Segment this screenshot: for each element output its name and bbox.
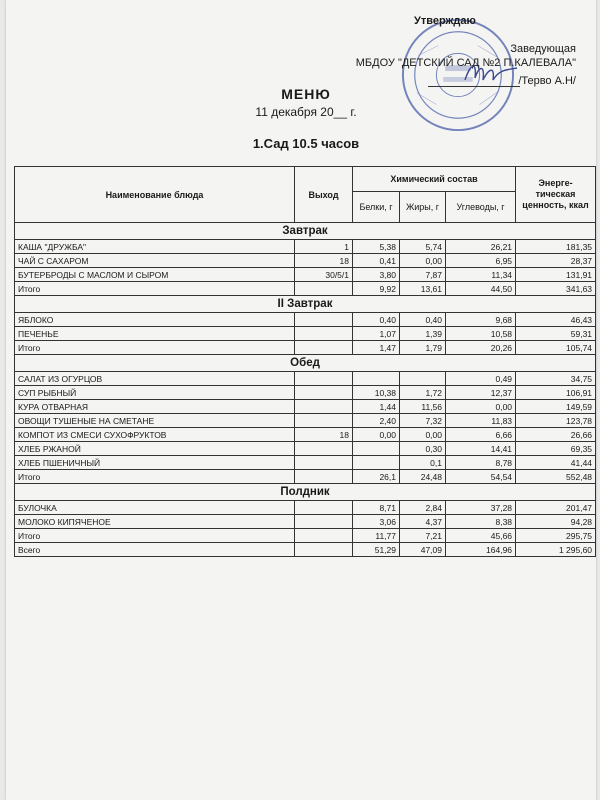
handwritten-signature [461, 58, 521, 88]
carbs-value: 8,78 [446, 456, 516, 470]
header-carbs: Углеводы, г [446, 192, 516, 223]
dish-name: Итого [15, 341, 295, 355]
protein-value: 2,40 [353, 414, 400, 428]
dish-row [15, 254, 596, 268]
energy-value: 123,78 [516, 414, 596, 428]
meal-section-title: II Завтрак [15, 296, 596, 313]
dish-name: КУРА ОТВАРНАЯ [15, 400, 295, 414]
protein-value [353, 372, 400, 386]
dish-row [15, 515, 596, 529]
protein-value: 1,47 [353, 341, 400, 355]
dish-name: Всего [15, 543, 295, 557]
dish-name: БУЛОЧКА [15, 501, 295, 515]
total-row [15, 543, 596, 557]
carbs-value: 11,34 [446, 268, 516, 282]
protein-value: 5,38 [353, 240, 400, 254]
carbs-value: 10,58 [446, 327, 516, 341]
fat-value: 47,09 [400, 543, 446, 557]
dish-yield: 1 [295, 240, 353, 254]
carbs-value: 164,96 [446, 543, 516, 557]
energy-value: 106,91 [516, 386, 596, 400]
total-row [15, 470, 596, 484]
meal-section-title: Завтрак [15, 223, 596, 240]
protein-value: 3,06 [353, 515, 400, 529]
meal-section-header [15, 296, 596, 313]
dish-yield [295, 515, 353, 529]
approve-label: Утверждаю [414, 15, 476, 27]
fat-value: 0,40 [400, 313, 446, 327]
dish-row [15, 400, 596, 414]
protein-value: 51,29 [353, 543, 400, 557]
header-yield: Выход [295, 167, 353, 223]
fat-value: 1,79 [400, 341, 446, 355]
carbs-value: 0,49 [446, 372, 516, 386]
dish-name: МОЛОКО КИПЯЧЕНОЕ [15, 515, 295, 529]
fat-value: 5,74 [400, 240, 446, 254]
fat-value: 7,32 [400, 414, 446, 428]
dish-row [15, 268, 596, 282]
dish-yield: 18 [295, 428, 353, 442]
meal-section-header [15, 484, 596, 501]
dish-row [15, 501, 596, 515]
fat-value: 1,39 [400, 327, 446, 341]
dish-yield [295, 414, 353, 428]
dish-yield [295, 313, 353, 327]
fat-value: 7,87 [400, 268, 446, 282]
dish-yield [295, 543, 353, 557]
fat-value: 0,30 [400, 442, 446, 456]
dish-name: ЧАЙ С САХАРОМ [15, 254, 295, 268]
menu-table-body [15, 223, 596, 557]
dish-name: САЛАТ ИЗ ОГУРЦОВ [15, 372, 295, 386]
energy-value: 1 295,60 [516, 543, 596, 557]
protein-value [353, 442, 400, 456]
protein-value: 3,80 [353, 268, 400, 282]
dish-name: ХЛЕБ РЖАНОЙ [15, 442, 295, 456]
carbs-value: 44,50 [446, 282, 516, 296]
protein-value: 8,71 [353, 501, 400, 515]
fat-value: 13,61 [400, 282, 446, 296]
dish-row [15, 456, 596, 470]
fat-value: 1,72 [400, 386, 446, 400]
dish-row [15, 428, 596, 442]
dish-yield [295, 386, 353, 400]
energy-value: 46,43 [516, 313, 596, 327]
carbs-value: 20,26 [446, 341, 516, 355]
protein-value: 9,92 [353, 282, 400, 296]
dish-row [15, 327, 596, 341]
protein-value: 0,00 [353, 428, 400, 442]
fat-value: 24,48 [400, 470, 446, 484]
dish-name: ЯБЛОКО [15, 313, 295, 327]
protein-value: 1,44 [353, 400, 400, 414]
carbs-value: 6,66 [446, 428, 516, 442]
protein-value: 26,1 [353, 470, 400, 484]
fat-value: 0,00 [400, 428, 446, 442]
carbs-value: 37,28 [446, 501, 516, 515]
dish-row [15, 313, 596, 327]
document-subtitle: 1.Сад 10.5 часов [252, 136, 360, 151]
carbs-value: 45,66 [446, 529, 516, 543]
protein-value: 0,41 [353, 254, 400, 268]
dish-yield [295, 442, 353, 456]
dish-yield [295, 327, 353, 341]
document-title: МЕНЮ [281, 86, 331, 102]
energy-value: 201,47 [516, 501, 596, 515]
carbs-value: 54,54 [446, 470, 516, 484]
protein-value [353, 456, 400, 470]
energy-value: 149,59 [516, 400, 596, 414]
energy-value: 28,37 [516, 254, 596, 268]
dish-yield [295, 501, 353, 515]
menu-table [14, 166, 596, 557]
carbs-value: 0,00 [446, 400, 516, 414]
header-dish: Наименование блюда [15, 167, 295, 223]
energy-value: 59,31 [516, 327, 596, 341]
header-protein: Белки, г [353, 192, 400, 223]
energy-value: 295,75 [516, 529, 596, 543]
carbs-value: 12,37 [446, 386, 516, 400]
dish-row [15, 240, 596, 254]
organization-name: МБДОУ "ДЕТСКИЙ САД №2 П.КАЛЕВАЛА" [355, 57, 576, 69]
carbs-value: 9,68 [446, 313, 516, 327]
meal-section-title: Обед [15, 355, 596, 372]
header-chem: Химический состав [353, 167, 516, 192]
fat-value [400, 372, 446, 386]
dish-name: КОМПОТ ИЗ СМЕСИ СУХОФРУКТОВ [15, 428, 295, 442]
dish-row [15, 372, 596, 386]
dish-name: ПЕЧЕНЬЕ [15, 327, 295, 341]
carbs-value: 11,83 [446, 414, 516, 428]
energy-value: 131,91 [516, 268, 596, 282]
protein-value: 11,77 [353, 529, 400, 543]
header-energy: Энерге-тическая ценность, ккал [516, 167, 596, 223]
carbs-value: 8,38 [446, 515, 516, 529]
dish-name: Итого [15, 282, 295, 296]
meal-section-header [15, 223, 596, 240]
dish-row [15, 442, 596, 456]
total-row [15, 341, 596, 355]
protein-value: 10,38 [353, 386, 400, 400]
dish-name: ОВОЩИ ТУШЕНЫЕ НА СМЕТАНЕ [15, 414, 295, 428]
signer-name: /Терво А.Н/ [518, 75, 576, 87]
energy-value: 552,48 [516, 470, 596, 484]
energy-value: 41,44 [516, 456, 596, 470]
dish-name: Итого [15, 529, 295, 543]
carbs-value: 14,41 [446, 442, 516, 456]
dish-yield [295, 400, 353, 414]
carbs-value: 6,95 [446, 254, 516, 268]
fat-value: 0,1 [400, 456, 446, 470]
meal-section-title: Полдник [15, 484, 596, 501]
dish-yield [295, 456, 353, 470]
fat-value: 4,37 [400, 515, 446, 529]
dish-yield: 18 [295, 254, 353, 268]
dish-row [15, 414, 596, 428]
dish-name: ХЛЕБ ПШЕНИЧНЫЙ [15, 456, 295, 470]
dish-yield [295, 372, 353, 386]
protein-value: 0,40 [353, 313, 400, 327]
energy-value: 341,63 [516, 282, 596, 296]
approver-position: Заведующая [510, 43, 576, 55]
energy-value: 94,28 [516, 515, 596, 529]
energy-value: 34,75 [516, 372, 596, 386]
fat-value: 7,21 [400, 529, 446, 543]
dish-yield [295, 282, 353, 296]
fat-value: 0,00 [400, 254, 446, 268]
header-fat: Жиры, г [400, 192, 446, 223]
carbs-value: 26,21 [446, 240, 516, 254]
dish-row [15, 386, 596, 400]
total-row [15, 529, 596, 543]
dish-name: Итого [15, 470, 295, 484]
fat-value: 11,56 [400, 400, 446, 414]
fat-value: 2,84 [400, 501, 446, 515]
dish-name: БУТЕРБРОДЫ С МАСЛОМ И СЫРОМ [15, 268, 295, 282]
dish-yield: 30/5/1 [295, 268, 353, 282]
meal-section-header [15, 355, 596, 372]
dish-yield [295, 529, 353, 543]
energy-value: 26,66 [516, 428, 596, 442]
dish-name: КАША "ДРУЖБА" [15, 240, 295, 254]
dish-yield [295, 341, 353, 355]
protein-value: 1,07 [353, 327, 400, 341]
document-date: 11 декабря 20__ г. [255, 105, 357, 119]
menu-sheet [6, 0, 596, 800]
energy-value: 105,74 [516, 341, 596, 355]
dish-name: СУП РЫБНЫЙ [15, 386, 295, 400]
dish-yield [295, 470, 353, 484]
energy-value: 69,35 [516, 442, 596, 456]
energy-value: 181,35 [516, 240, 596, 254]
total-row [15, 282, 596, 296]
